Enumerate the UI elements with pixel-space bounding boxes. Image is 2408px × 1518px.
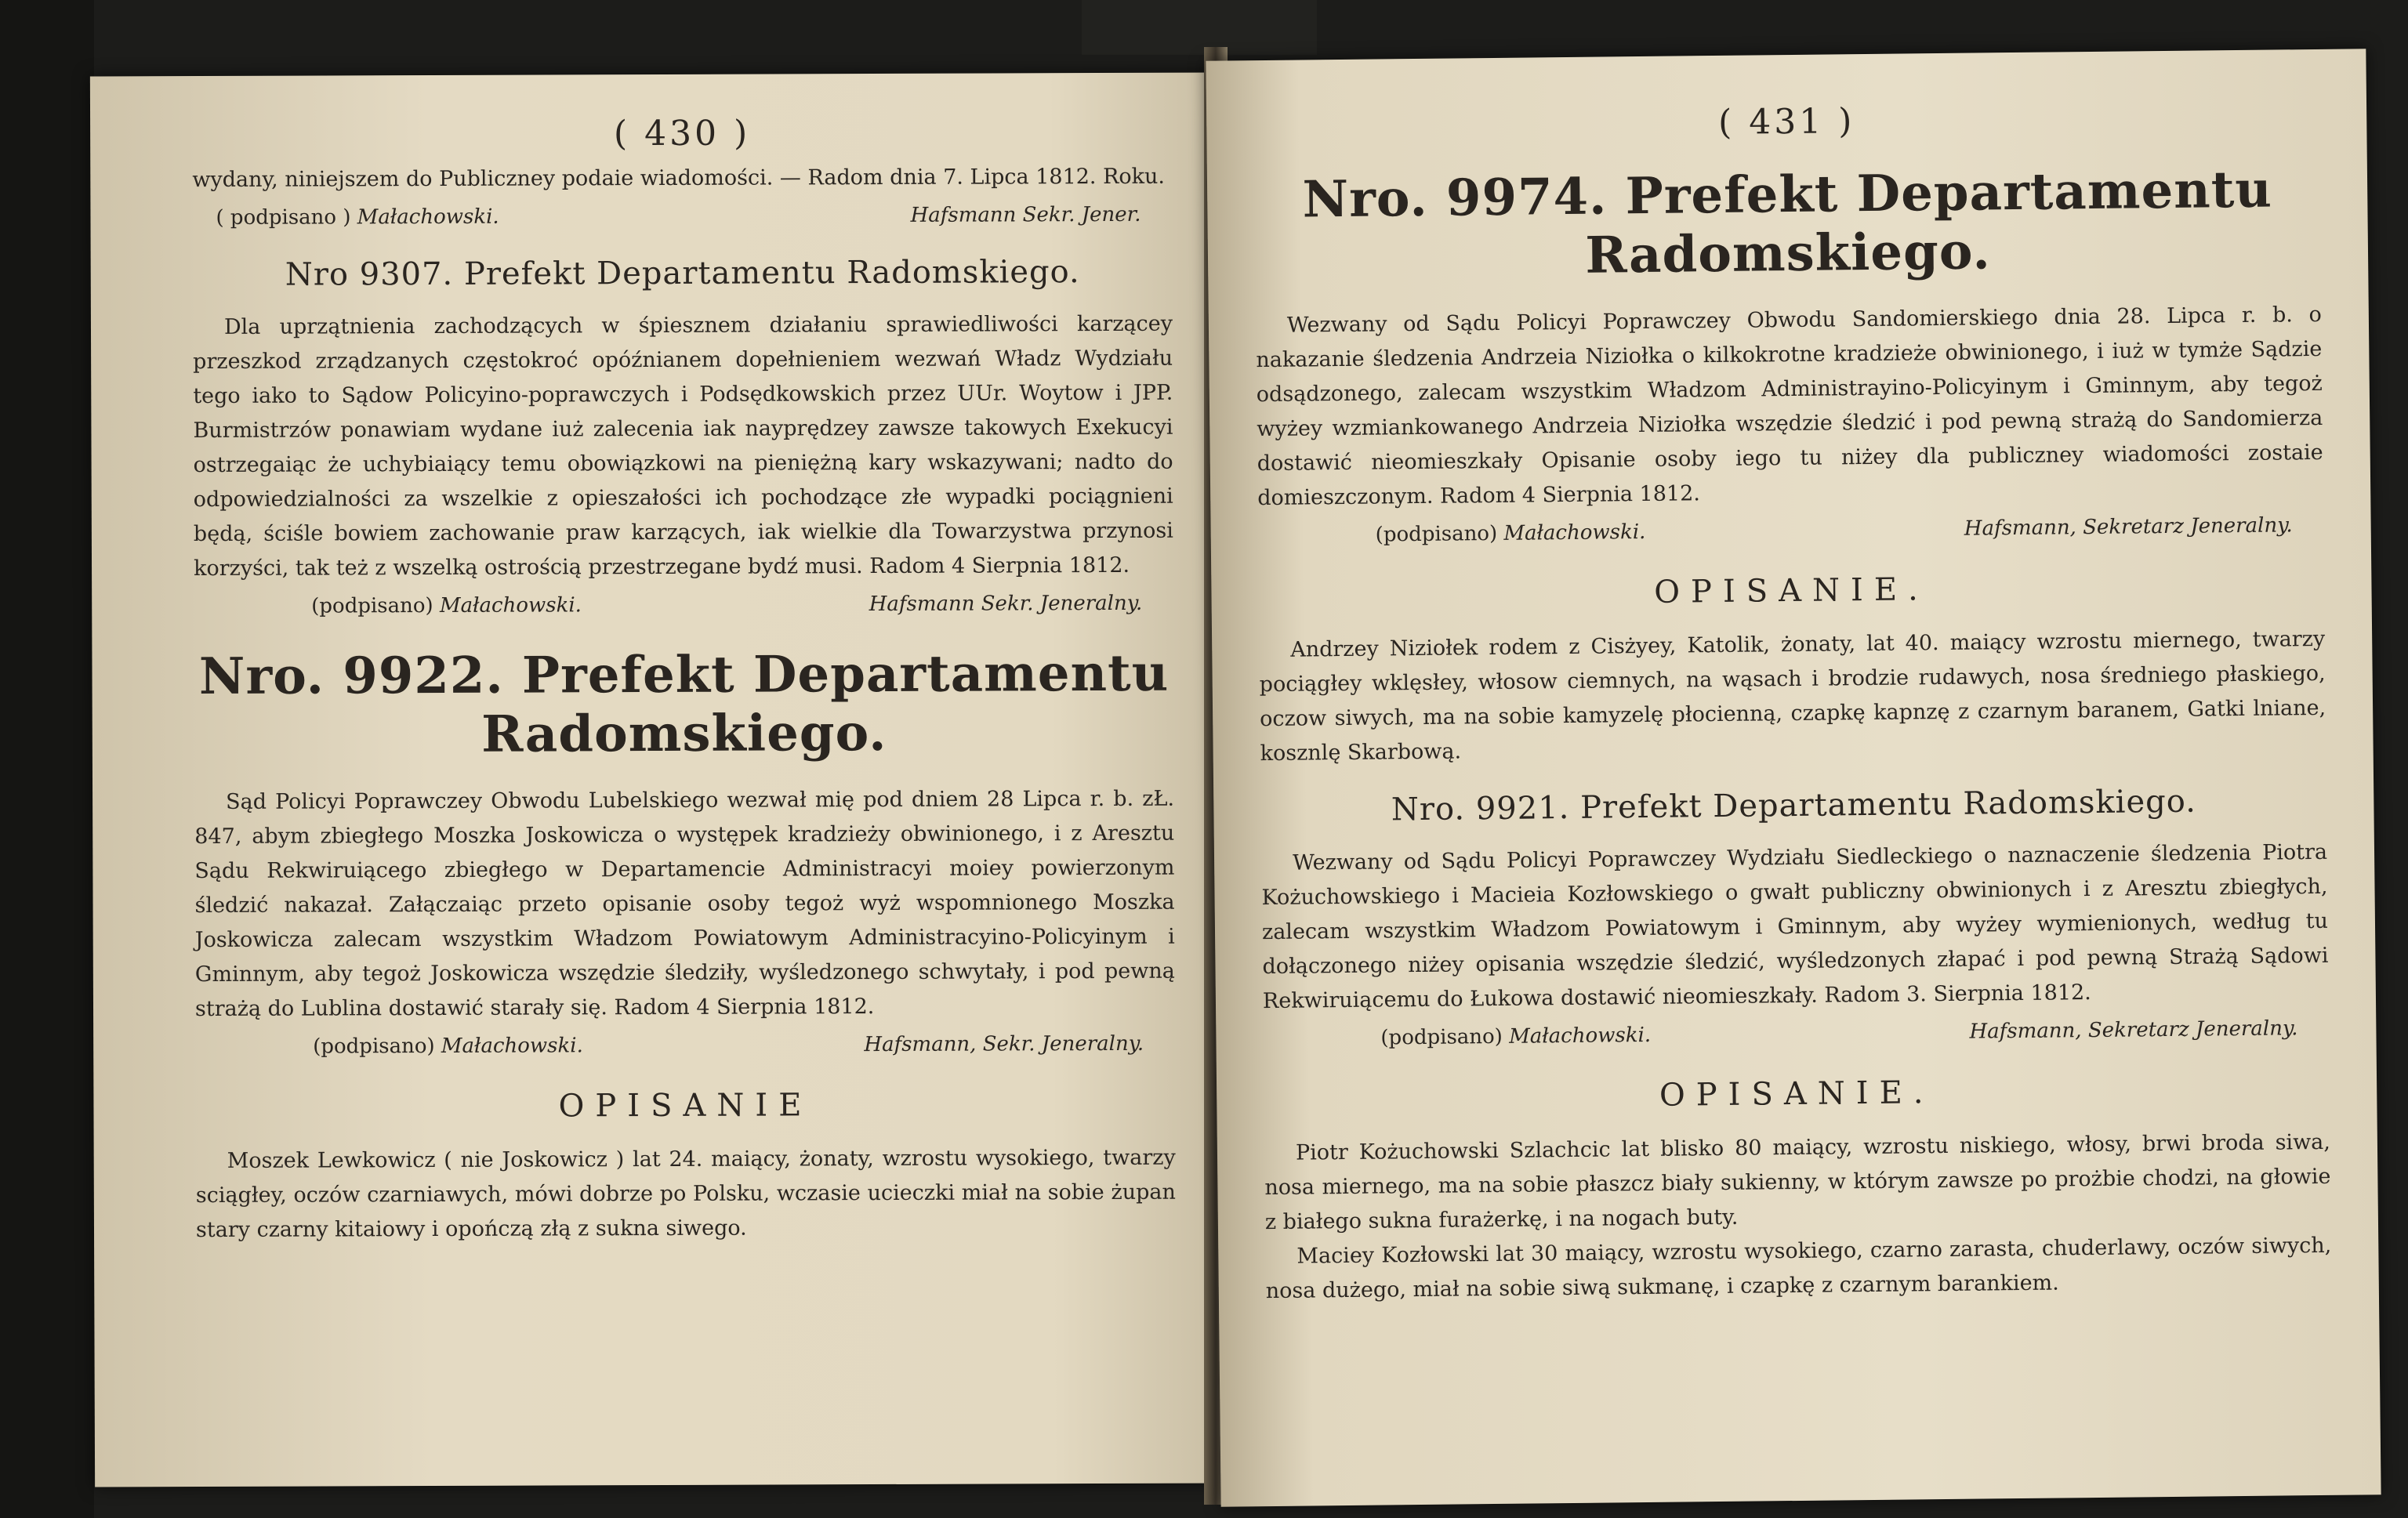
opisanie-text-1: Piotr Kożuchowski Szlachcic lat blisko 80 maiący, wzrostu niskiego, włosy, brwi broda siwa, nosa miernego, ma na sobie płaszcz biały sukienny, w którym zawsze po prożbie chodzi, na głowie z białego sukna furażerkę, i na nogach buty. <box>1264 1129 2331 1235</box>
notice-9922-signature <box>195 1027 1175 1064</box>
sig-secretary: Hafsmann Sekr. Jener. <box>910 202 1141 227</box>
intro-signature <box>192 197 1172 235</box>
page-number: ( 430 ) <box>613 113 751 154</box>
sig-name: Małachowski. <box>441 1034 583 1058</box>
sig-name: Małachowski. <box>439 593 582 618</box>
left-page <box>90 72 1224 1487</box>
sig-label: ( podpisano ) <box>216 205 351 230</box>
notice-9974-text: Wezwany od Sądu Policyi Poprawczey Obwodu Sandomierskiego dnia 28. Lipca r. b. o nakazanie śledzenia Andrzeia Niziołka o kilkokrotne kradzieże obwinionego, i iuż w tymże Sądzie odsądzonego, zalecam wszystkim Władzom Administrayino-Policyinym i Gminnym, aby tegoż wyżey wzmiankowanego Andrzeia Niziołka wszędzie śledzić i pod pewną strażą do Sandomierza dostawić nieomieszkały Opisanie osoby iego tu niżey dla publiczney wiadomości zostaie domieszczonym. Radom 4 Sierpnia 1812. <box>1256 302 2323 511</box>
opisanie-text: Andrzey Niziołek rodem z Cisżyey, Katolik, żonaty, lat 40. maiący wzrostu miernego, twarzy pociągłey wklęsłey, włosow ciemnych, na wąsach i brodzie rudawych, nosa średniego płaskiego, oczow siwych, ma na sobie kamyzelę płocienną, czapkę kapnzę z czarnym baranem, Gatki lniane, kosznlę Skarbową. <box>1259 626 2326 766</box>
opisanie-heading: OPISANIE <box>558 1087 813 1125</box>
notice-9307-heading: Nro 9307. Prefekt Departamentu Radomskiego. <box>285 254 1080 293</box>
sig-label: (podpisano) <box>311 593 433 618</box>
sig-secretary: Hafsmann, Sekretarz Jeneralny. <box>1969 1016 2298 1044</box>
sig-secretary: Hafsmann, Sekretarz Jeneralny. <box>1964 513 2293 541</box>
intro-text: wydany, niniejszem do Publiczney podaie wiadomości. — Radom dnia 7. Lipca 1812. Roku. <box>192 164 1166 193</box>
sig-name: Małachowski. <box>357 205 499 230</box>
opisanie-text-2: Maciey Kozłowski lat 30 maiący, wzrostu wysokiego, czarno zarasta, chuderlawy, oczów siwych, nosa dużego, miał na sobie siwą sukmanę, i czapkę z czarnym barankiem. <box>1265 1233 2332 1304</box>
opisanie-text: Moszek Lewkowicz ( nie Joskowicz ) lat 24. maiący, żonaty, wzrostu wysokiego, twarzy sciągłey, oczów czarniawych, mówi dobrze po Polsku, wczasie ucieczki miał na sobie żupan stary czarny kitaiowy i opończą złą z sukna siwego. <box>195 1145 1176 1243</box>
notice-9921-heading: Nro. 9921. Prefekt Departamentu Radomskiego. <box>1391 783 2197 828</box>
scanner-background-top <box>1082 0 1317 55</box>
sig-secretary: Hafsmann, Sekr. Jeneralny. <box>864 1031 1144 1057</box>
notice-9921-signature <box>1263 1011 2329 1056</box>
notice-9307-signature <box>194 586 1173 624</box>
sig-label: (podpisano) <box>1380 1024 1503 1050</box>
opisanie-heading: OPISANIE. <box>1654 571 1929 610</box>
notice-9974-heading: Nro. 9974. Prefekt Departamentu Radomskiego. <box>1302 160 2273 285</box>
right-page <box>1206 49 2381 1506</box>
page-number: ( 431 ) <box>1717 101 1855 143</box>
scanner-background <box>0 0 94 1518</box>
sig-name: Małachowski. <box>1503 520 1646 545</box>
opisanie-heading: OPISANIE. <box>1659 1074 1935 1114</box>
notice-9974-signature <box>1258 508 2324 553</box>
notice-9307-text: Dla uprzątnienia zachodzących w śpiesznem działaniu sprawiedliwości karzącey przeszkod zrządzanych częstokroć opóźnianem dopełnieniem wezwań Władz Wydziału tego iako to Sądow Policyino-poprawczych i Podsędkowskich przez UUr. Woytow i JPP. Burmistrzów ponawiam wydane iuż zalecenia iak nayprędzey zawsze takowych Exekucyi ostrzegaiąc że uchybiaiący temu obowiązkowi na pieniężną kary wskazywani; nadto do odpowiedzialności za wszelkie z opieszałości ich pochodzące złe wypadki pociągnieni będą, ściśle bowiem zachowanie praw karzących, iak wielkie dla Towarzystwa przynosi korzyści, tak też z wszelką ostrością przestrzegane bydź musi. Radom 4 Sierpnia 1812. <box>193 311 1173 581</box>
sig-name: Małachowski. <box>1508 1023 1652 1049</box>
sig-secretary: Hafsmann Sekr. Jeneralny. <box>869 591 1143 617</box>
sig-label: (podpisano) <box>313 1034 435 1059</box>
notice-9922-heading: Nro. 9922. Prefekt Departamentu Radomskiego. <box>198 643 1170 764</box>
notice-9921-text: Wezwany od Sądu Policyi Poprawczey Wydziału Siedleckiego o naznaczenie śledzenia Piotra Kożuchowskiego i Macieia Kozłowskiego o gwałt publiczny obwinionych i z Aresztu zbiegłych, zalecam wszystkim Władzom Powiatowym i Gminnym, aby wyżey wymienionych, według tu dołączonego niżey opisania wszędzie śledzić, wyśledzonych złapać i pod pewną Strażą Sądowi Rekwiruiącemu do Łukowa dostawić nieomieszkały. Radom 3. Sierpnia 1812. <box>1261 839 2329 1014</box>
notice-9922-text: Sąd Policyi Poprawczey Obwodu Lubelskiego wezwał mię pod dniem 28 Lipca r. b. zŁ. 847, abym zbiegłego Moszka Joskowicza o występek kradzieży obwinionego, i z Aresztu Sądu Rekwiruiącego zbiegłego w Departamencie Administracyi moiey powierzonym śledzić nakazał. Załączaiąc przeto opisanie osoby tegoż wyż wspomnionego Moszka Joskowicza zalecam wszystkim Władzom Powiatowym Administracyino-Policyinym i Gminnym, aby tegoż Joskowicza wszędzie śledziły, wyśledzonego schwytały, i pod pewną strażą do Lublina dostawić starały się. Radom 4 Sierpnia 1812. <box>194 786 1175 1022</box>
sig-label: (podpisano) <box>1375 521 1498 547</box>
